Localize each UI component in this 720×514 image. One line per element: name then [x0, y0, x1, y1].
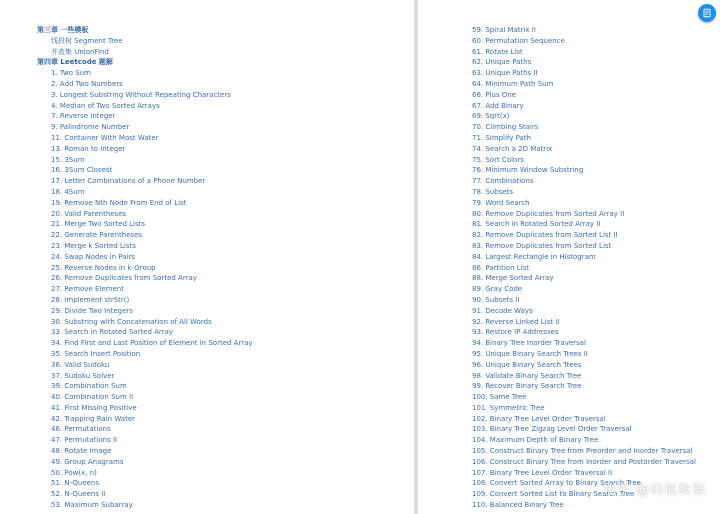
toc-entry[interactable]: 88. Merge Sorted Array [472, 274, 554, 283]
toc-entry[interactable]: 82. Remove Duplicates from Sorted List II [472, 231, 618, 240]
document-icon-glyph [702, 8, 712, 18]
toc-entry[interactable]: 83. Remove Duplicates from Sorted List [472, 241, 612, 250]
document-icon[interactable] [698, 4, 716, 22]
toc-entry[interactable]: 59. Spiral Matrix II [472, 26, 536, 34]
toc-entry[interactable]: 9. Palindrome Number [51, 123, 130, 132]
toc-entry[interactable]: 104. Maximum Depth of Binary Tree [472, 436, 599, 445]
toc-entry[interactable]: 40. Combination Sum II [51, 393, 134, 402]
toc-entry[interactable]: 15. 3Sum [51, 155, 85, 164]
toc-chapter-heading[interactable]: 第三章 一些模板 [37, 26, 89, 34]
toc-entry[interactable]: 21. Merge Two Sorted Lists [51, 220, 145, 229]
toc-entry[interactable]: 101. Symmetric Tree [472, 403, 545, 412]
toc-entry[interactable]: 110. Balanced Binary Tree [472, 501, 564, 510]
toc-entry[interactable]: 36. Valid Sudoku [51, 360, 110, 369]
toc-entry[interactable]: 60. Permutation Sequence [472, 36, 565, 45]
toc-right [472, 25, 696, 511]
toc-entry[interactable]: 74. Search a 2D Matrix [472, 144, 553, 153]
toc-entry[interactable]: 93. Restore IP Addresses [472, 328, 559, 337]
toc-entry[interactable]: 46. Permutations [51, 425, 111, 434]
toc-entry[interactable]: 70. Climbing Stairs [472, 123, 539, 132]
toc-entry[interactable]: 22. Generate Parentheses [51, 231, 143, 240]
toc-entry[interactable]: 61. Rotate List [472, 47, 523, 56]
toc-entry[interactable]: 41. First Missing Positive [51, 403, 137, 412]
toc-entry[interactable]: 17. Letter Combinations of a Phone Number [51, 177, 206, 186]
toc-entry[interactable]: 23. Merge k Sorted Lists [51, 241, 136, 250]
toc-entry[interactable]: 91. Decode Ways [472, 306, 533, 315]
toc-entry[interactable]: 48. Rotate Image [51, 447, 112, 456]
toc-entry[interactable]: 77. Combinations [472, 177, 534, 186]
toc-entry[interactable]: 线段树 Segment Tree [51, 36, 123, 45]
toc-entry[interactable]: 78. Subsets [472, 187, 514, 196]
toc-entry[interactable]: 11. Container With Most Water [51, 133, 159, 142]
toc-entry[interactable]: 106. Construct Binary Tree from Inorder and Postorder Traversal [472, 457, 696, 466]
toc-entry[interactable]: 75. Sort Colors [472, 155, 524, 164]
toc-entry[interactable]: 69. Sqrt(x) [472, 112, 510, 121]
toc-entry[interactable]: 102. Binary Tree Level Order Traversal [472, 414, 606, 423]
toc-entry[interactable]: 34. Find First and Last Position of Element in Sorted Array [51, 339, 253, 348]
toc-left [37, 25, 253, 511]
toc-entry[interactable]: 50. Pow(x, n) [51, 468, 97, 477]
toc-entry[interactable]: 13. Roman to Integer [51, 144, 126, 153]
toc-entry[interactable]: 1. Two Sum [51, 69, 91, 78]
toc-entry[interactable]: 39. Combination Sum [51, 382, 127, 391]
toc-entry[interactable]: 20. Valid Parentheses [51, 209, 127, 218]
toc-entry[interactable]: 103. Binary Tree Zigzag Level Order Traversal [472, 425, 632, 434]
toc-entry[interactable]: 26. Remove Duplicates from Sorted Array [51, 274, 197, 283]
watermark: 知乎 @码链数据 [602, 483, 706, 498]
toc-chapter-heading[interactable]: 第四章 Leetcode 题解 [37, 58, 113, 67]
toc-entry[interactable]: 67. Add Binary [472, 101, 524, 110]
toc-entry[interactable]: 3. Longest Substring Without Repeating Characters [51, 90, 231, 99]
toc-entry[interactable]: 42. Trapping Rain Water [51, 414, 136, 423]
toc-entry[interactable]: 90. Subsets II [472, 295, 520, 304]
toc-entry[interactable]: 92. Reverse Linked List II [472, 317, 560, 326]
toc-entry[interactable]: 79. Word Search [472, 198, 530, 207]
toc-entry[interactable]: 76. Minimum Window Substring [472, 166, 584, 175]
toc-entry[interactable]: 98. Validate Binary Search Tree [472, 371, 582, 380]
toc-entry[interactable]: 95. Unique Binary Search Trees II [472, 349, 588, 358]
toc-entry[interactable]: 66. Plus One [472, 90, 517, 99]
toc-entry[interactable]: 47. Permutations II [51, 436, 118, 445]
toc-entry[interactable]: 94. Binary Tree Inorder Traversal [472, 339, 586, 348]
toc-entry[interactable]: 108. Convert Sorted Array to Binary Search Tree [472, 479, 641, 488]
toc-entry[interactable]: 27. Remove Element [51, 285, 124, 294]
toc-entry[interactable]: 86. Partition List [472, 263, 529, 272]
toc-entry[interactable]: 19. Remove Nth Node From End of List [51, 198, 187, 207]
toc-entry[interactable]: 100. Same Tree [472, 393, 527, 402]
toc-entry[interactable]: 并查集 UnionFind [51, 47, 109, 56]
toc-entry[interactable]: 63. Unique Paths II [472, 69, 538, 78]
toc-entry[interactable]: 96. Unique Binary Search Trees [472, 360, 582, 369]
toc-entry[interactable]: 105. Construct Binary Tree from Preorder and Inorder Traversal [472, 447, 693, 456]
toc-entry[interactable]: 7. Reverse Integer [51, 112, 116, 121]
toc-entry[interactable]: 84. Largest Rectangle in Histogram [472, 252, 596, 261]
right-page [418, 0, 720, 514]
toc-entry[interactable]: 49. Group Anagrams [51, 457, 124, 466]
toc-entry[interactable]: 109. Convert Sorted List to Binary Search Tree [472, 490, 635, 499]
toc-entry[interactable]: 28. Implement strStr() [51, 295, 130, 304]
toc-entry[interactable]: 53. Maximum Subarray [51, 501, 133, 510]
toc-entry[interactable]: 35. Search Insert Position [51, 349, 141, 358]
toc-entry[interactable]: 89. Gray Code [472, 285, 523, 294]
toc-entry[interactable]: 16. 3Sum Closest [51, 166, 113, 175]
toc-entry[interactable]: 80. Remove Duplicates from Sorted Array II [472, 209, 625, 218]
toc-entry[interactable]: 62. Unique Paths [472, 58, 532, 67]
toc-entry[interactable]: 51. N-Queens [51, 479, 100, 488]
toc-entry[interactable]: 52. N-Queens II [51, 490, 106, 499]
toc-entry[interactable]: 71. Simplify Path [472, 133, 531, 142]
toc-entry[interactable]: 107. Binary Tree Level Order Traversal II [472, 468, 613, 477]
toc-entry[interactable]: 81. Search in Rotated Sorted Array II [472, 220, 601, 229]
toc-entry[interactable]: 18. 4Sum [51, 187, 85, 196]
toc-entry[interactable]: 37. Sudoku Solver [51, 371, 115, 380]
toc-entry[interactable]: 29. Divide Two Integers [51, 306, 133, 315]
toc-entry[interactable]: 2. Add Two Numbers [51, 79, 123, 88]
toc-entry[interactable]: 30. Substring with Concatenation of All Words [51, 317, 212, 326]
toc-entry[interactable]: 64. Minimum Path Sum [472, 79, 554, 88]
toc-entry[interactable]: 33. Search in Rotated Sorted Array [51, 328, 174, 337]
toc-entry[interactable]: 99. Recover Binary Search Tree [472, 382, 582, 391]
toc-entry[interactable]: 24. Swap Nodes in Pairs [51, 252, 135, 261]
toc-entry[interactable]: 4. Median of Two Sorted Arrays [51, 101, 160, 110]
toc-entry[interactable]: 25. Reverse Nodes in k-Group [51, 263, 156, 272]
